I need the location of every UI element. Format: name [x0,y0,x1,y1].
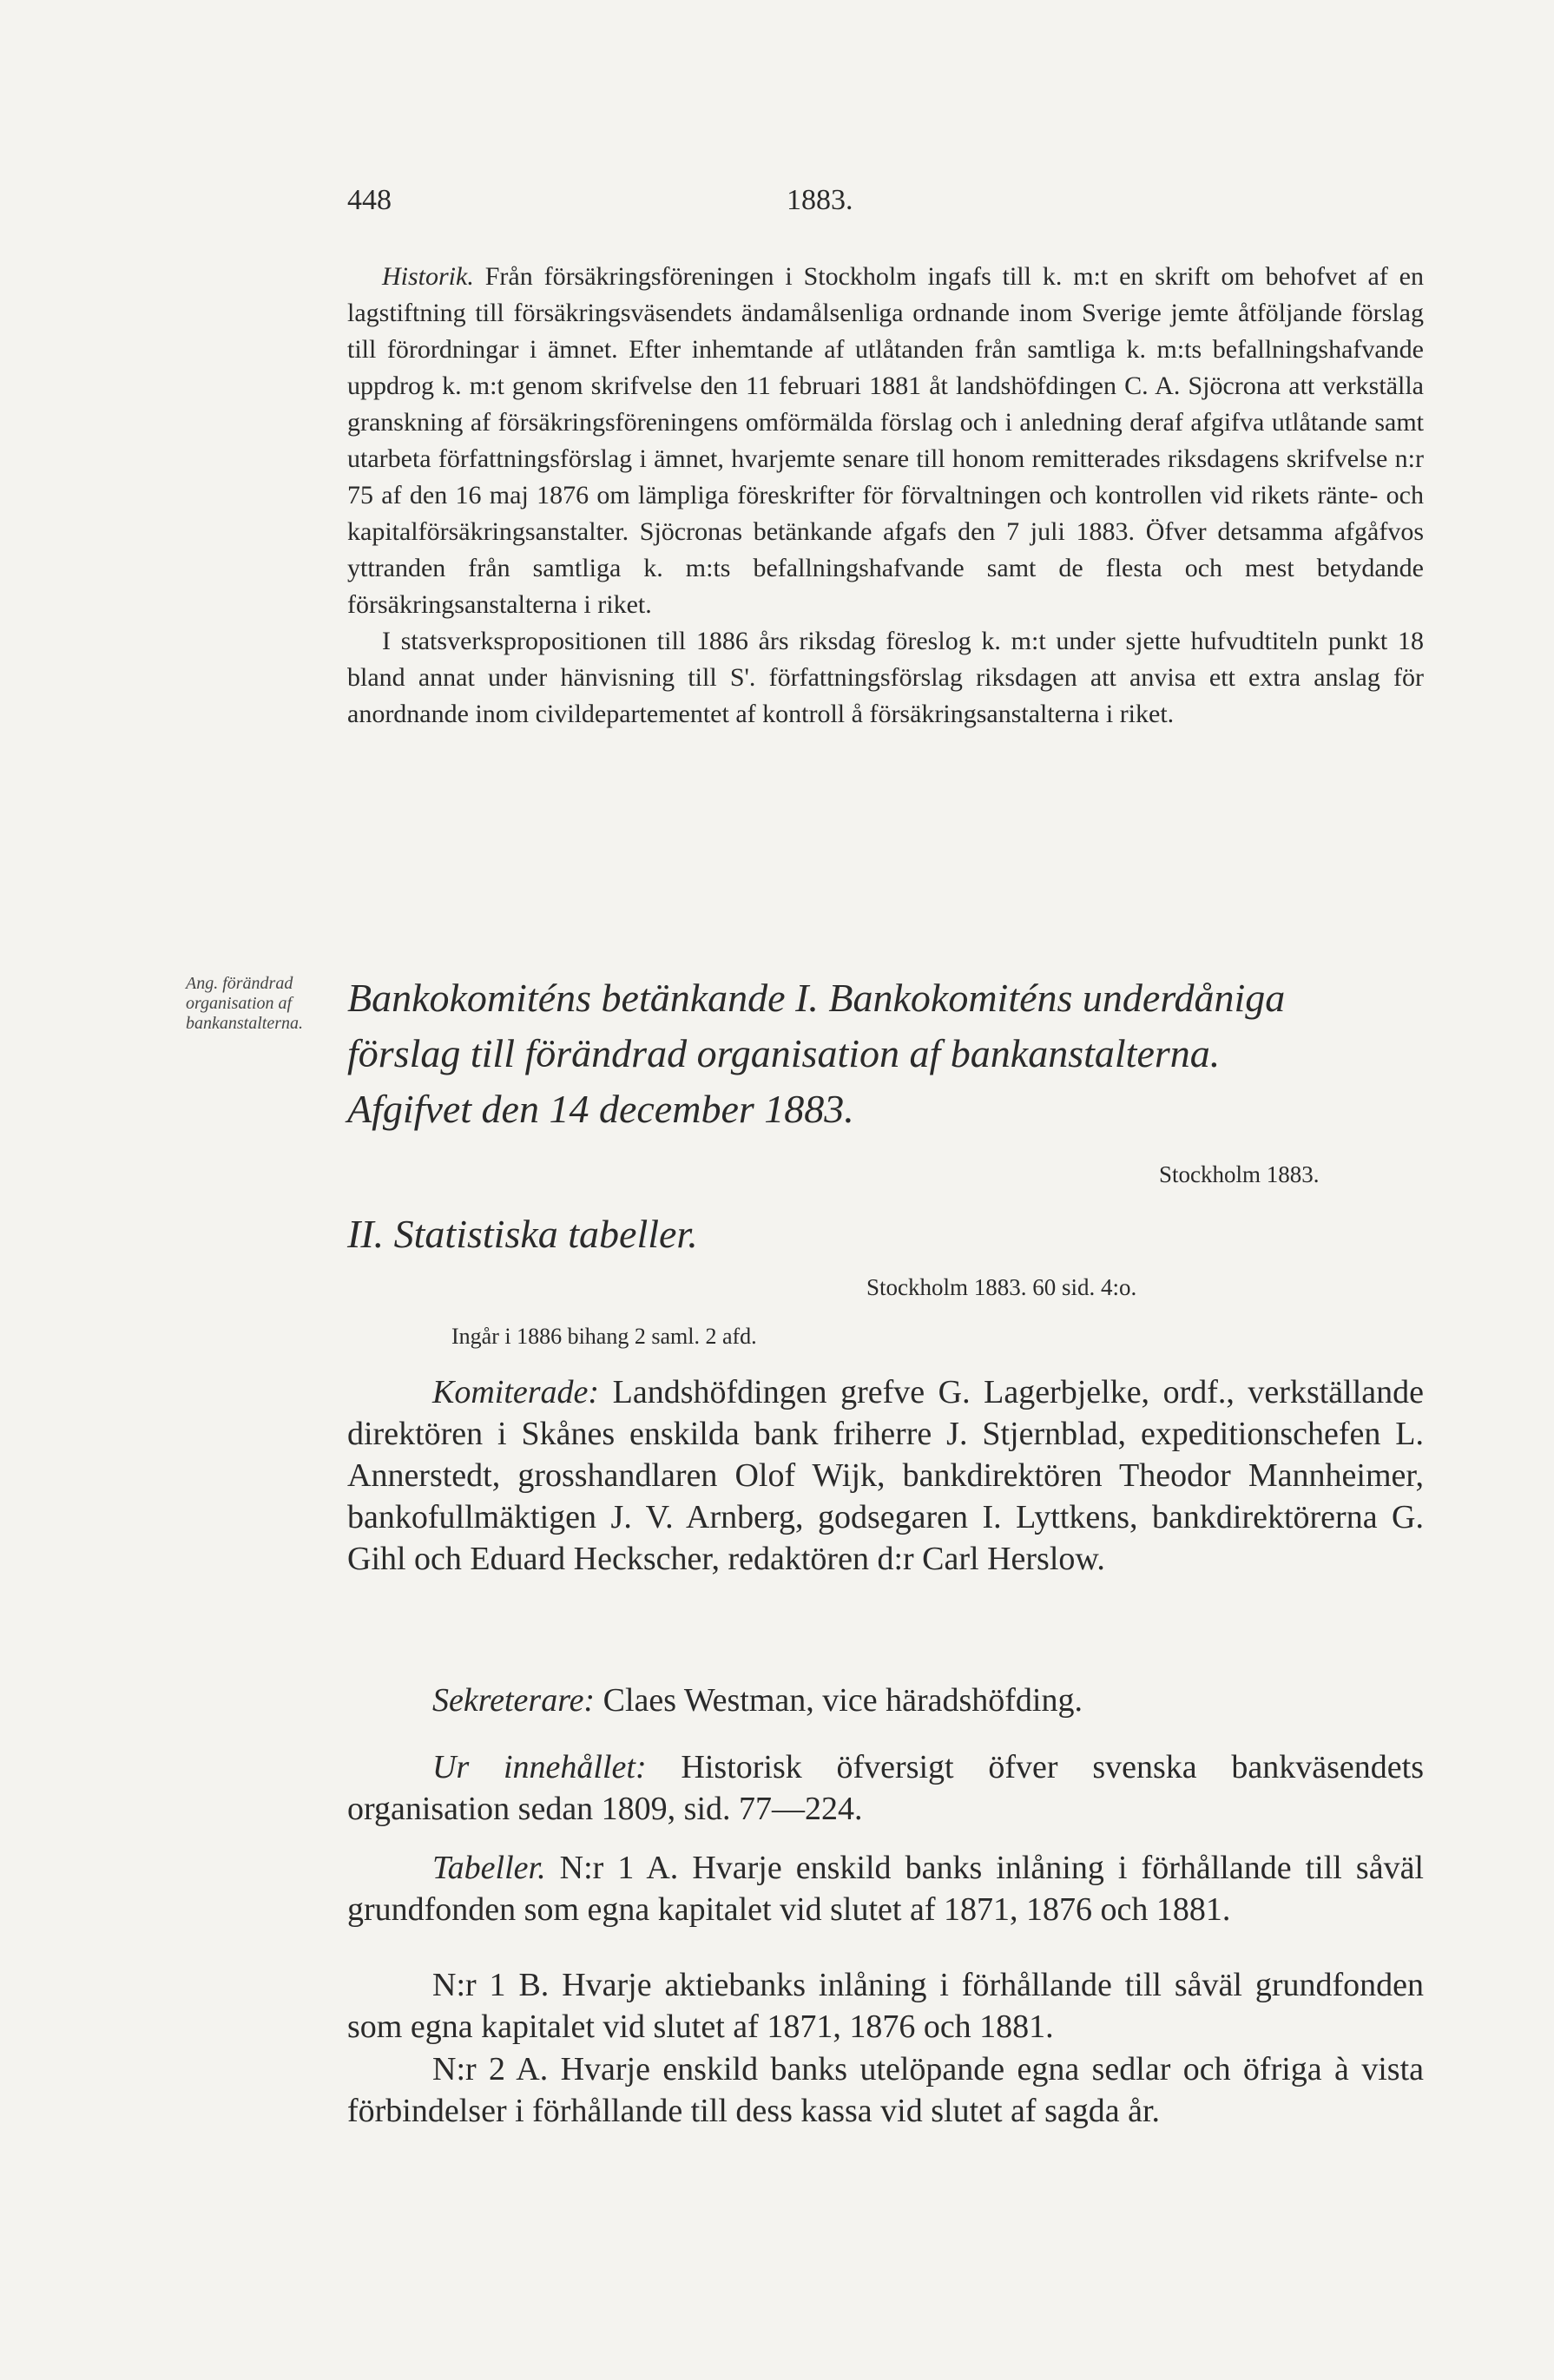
table-number: N:r 2 A. [432,2051,549,2087]
publication-place-2: Stockholm 1883. 60 sid. 4:o. [866,1274,1137,1300]
table-entry [347,2048,1424,2132]
table-description: Hvarje aktiebanks inlåning i förhållande till såväl grundfonden som egna kapitalet vid slutet af 1871, 1876 och 1881. [347,1967,1425,2045]
history-label: Historik. [382,262,474,291]
table-description: Hvarje enskild banks utelöpande egna sedlar och öfriga à vista förbindelser i förhållande till dess kassa vid slutet af sagda år. [347,2051,1425,2129]
contents-label: Ur innehållet: [432,1749,647,1785]
secretary-section [347,1680,1424,1721]
history-paragraph-2: I statsverkspropositionen till 1886 års riksdag föreslog k. m:t under sjette hufvudtiteln punkt 18 bland annat under hänvisning till S'. författningsförslag riksdagen att anvisa ett extra anslag för anordnande inom civildepartementet af kontroll å försäkringsanstalterna i riket. [347,627,1424,728]
title-line-1: Bankokomiténs betänkande I. Bankokomiténs underdåniga [347,976,1286,1020]
page-number: 448 [347,184,392,216]
margin-note: Ang. förändrad organisation af bankanstalterna. [186,974,303,1033]
history-text: Från försäkringsföreningen i Stockholm ingafs till k. m:t en skrift om behofvet af en lagstiftning till försäkringsväsendets ändamålsenliga ordnande inom Sverige jemte åtföljande förslag till förordningar i ämnet. Efter inhemtande af utlåtanden från samtliga k. m:ts befallningshafvande uppdrog k. m:t genom skrifvelse den 11 februari 1881 åt landshöfdingen C. A. Sjöcrona att verkställa granskning af försäkringsföreningens omförmälda förslag och i anledning deraf afgifva utlåtande samt utarbeta författningsförslag i ämnet, hvarjemte senare till honom remitterades riksdagens skrifvelse n:r 75 af den 16 maj 1876 om lämpliga föreskrifter för förvaltningen och kontrollen vid rikets ränte- och kapitalförsäkringsanstalter. Sjöcronas betänkande afgafs den 7 juli 1883. Öfver detsamma afgåfvos yttranden från samtliga k. m:ts befallningshafvande samt de flesta och mest betydande försäkringsanstalterna i riket. [347,262,1424,619]
tables-section [347,1847,1424,1930]
committee-section [347,1371,1424,1580]
history-section [347,259,1424,733]
committee-paragraph [347,1371,1424,1580]
table-number: N:r 1 A. [559,1850,679,1886]
table-entry [347,1964,1424,2048]
committee-label: Komiterade: [432,1374,600,1410]
publication-place-1: Stockholm 1883. [1159,1161,1320,1187]
history-paragraph [347,259,1424,623]
table-number: N:r 1 B. [432,1967,550,2003]
table-description: Hvarje enskild banks inlåning i förhållande till såväl grundfonden som egna kapitalet vid slutet af 1871, 1876 och 1881. [347,1850,1424,1928]
contents-text: Historisk öfversigt öfver svenska bankväsendets organisation sedan 1809, sid. 77—224. [347,1749,1424,1827]
report-title [347,970,1428,1137]
secretary-text: Claes Westman, vice häradshöfding. [603,1682,1083,1719]
running-year: 1883. [787,184,853,216]
committee-text: Landshöfdingen grefve G. Lagerbjelke, ordf., verkställande direktören i Skånes enskilda bank friherre J. Stjernblad, expeditionschefen L. Annerstedt, grosshandlaren Olof Wijk, bankdirektören Theodor Mannheimer, bankofullmäktigen J. V. Arnberg, godsegaren I. Lyttkens, bankdirektörerna G. Gihl och Eduard Heckscher, redaktören d:r Carl Herslow. [347,1374,1425,1577]
table-2a [347,2048,1424,2132]
table-entry [347,1847,1424,1930]
part-two-title: II. Statistiska tabeller. [347,1212,698,1256]
secretary-label: Sekreterare: [432,1682,596,1719]
contents-paragraph [347,1746,1424,1830]
contents-section [347,1746,1424,1830]
title-line-3: Afgifvet den 14 december 1883. [347,1087,854,1131]
secretary-paragraph [347,1680,1424,1721]
table-1b [347,1964,1424,2048]
page-header [0,184,1554,227]
title-line-2: förslag till förändrad organisation af bankanstalterna. [347,1031,1221,1075]
tables-label: Tabeller. [432,1850,546,1886]
included-note: Ingår i 1886 bihang 2 saml. 2 afd. [451,1324,757,1349]
